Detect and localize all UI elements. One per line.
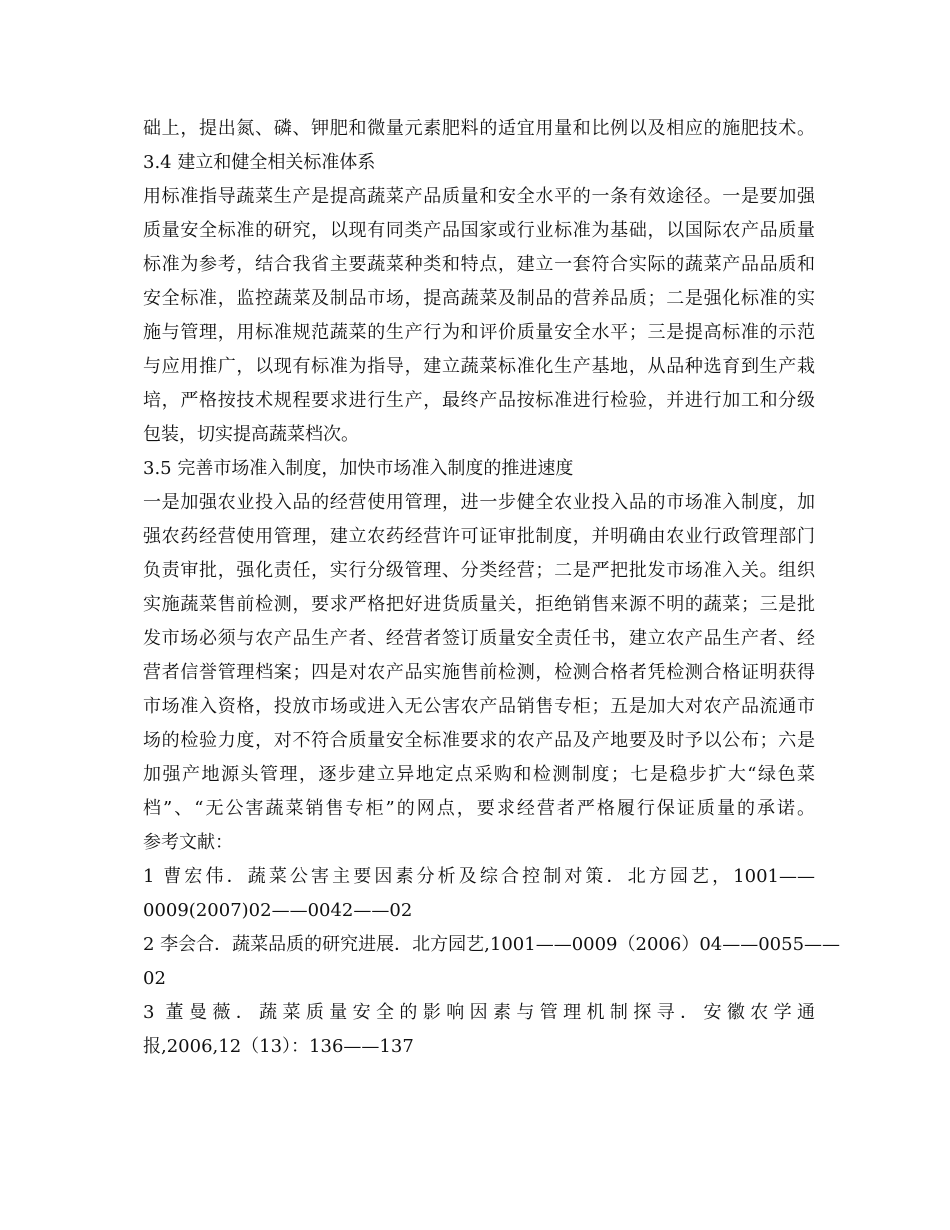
reference-line: 0009(2007)02——0042——02	[143, 900, 413, 921]
body-text-line: 营者信誉管理档案；四是对农产品实施售前检测，检测合格者凭检测合格证明获得	[143, 662, 815, 683]
body-text-line: 加强产地源头管理，逐步建立异地定点采购和检测制度；七是稳步扩大“绿色菜	[143, 764, 815, 785]
section-heading: 3.5 完善市场准入制度，加快市场准入制度的推进速度	[143, 458, 574, 479]
body-text-line: 培，严格按技术规程要求进行生产，最终产品按标准进行检验，并进行加工和分级	[143, 390, 815, 411]
body-text-line: 包装，切实提高蔬菜档次。	[143, 424, 359, 445]
body-text-line: 一是加强农业投入品的经营使用管理，进一步健全农业投入品的市场准入制度，加	[143, 492, 815, 513]
body-text-line: 场的检验力度，对不符合质量安全标准要求的农产品及产地要及时予以公布；六是	[143, 730, 815, 751]
body-text-line: 安全标准，监控蔬菜及制品市场，提高蔬菜及制品的营养品质；二是强化标准的实	[143, 288, 815, 309]
body-text-line: 施与管理，用标准规范蔬菜的生产行为和评价质量安全水平；三是提高标准的示范	[143, 322, 815, 343]
body-text-line: 与应用推广，以现有标准为指导，建立蔬菜标准化生产基地，从品种选育到生产栽	[143, 356, 815, 377]
reference-line: 2 李会合．蔬菜品质的研究进展．北方园艺,1001——0009（2006）04——0055——	[143, 934, 841, 955]
reference-line: 1 曹宏伟．蔬菜公害主要因素分析及综合控制对策．北方园艺，1001——	[143, 866, 815, 887]
references-heading: 参考文献：	[143, 832, 233, 853]
body-text-line: 础上，提出氮、磷、钾肥和微量元素肥料的适宜用量和比例以及相应的施肥技术。	[143, 118, 815, 139]
body-text-line: 市场准入资格，投放市场或进入无公害农产品销售专柜；五是加大对农产品流通市	[143, 696, 815, 717]
body-text-line: 档”、“无公害蔬菜销售专柜”的网点，要求经营者严格履行保证质量的承诺。	[143, 798, 815, 819]
section-heading: 3.4 建立和健全相关标准体系	[143, 152, 376, 173]
body-text-line: 负责审批，强化责任，实行分级管理、分类经营；二是严把批发市场准入关。组织	[143, 560, 815, 581]
reference-line: 02	[143, 968, 166, 989]
body-text-line: 实施蔬菜售前检测，要求严格把好进货质量关，拒绝销售来源不明的蔬菜；三是批	[143, 594, 815, 615]
body-text-line: 用标准指导蔬菜生产是提高蔬菜产品质量和安全水平的一条有效途径。一是要加强	[143, 186, 815, 207]
body-text-line: 标准为参考，结合我省主要蔬菜种类和特点，建立一套符合实际的蔬菜产品品质和	[143, 254, 815, 275]
body-text-line: 强农药经营使用管理，建立农药经营许可证审批制度，并明确由农业行政管理部门	[143, 526, 815, 547]
reference-line: 报,2006,12（13）：136——137	[143, 1036, 414, 1057]
body-text-line: 质量安全标准的研究，以现有同类产品国家或行业标准为基础，以国际农产品质量	[143, 220, 815, 241]
body-text-line: 发市场必须与农产品生产者、经营者签订质量安全责任书，建立农产品生产者、经	[143, 628, 815, 649]
reference-line: 3 董曼薇．蔬菜质量安全的影响因素与管理机制探寻．安徽农学通	[143, 1002, 815, 1023]
